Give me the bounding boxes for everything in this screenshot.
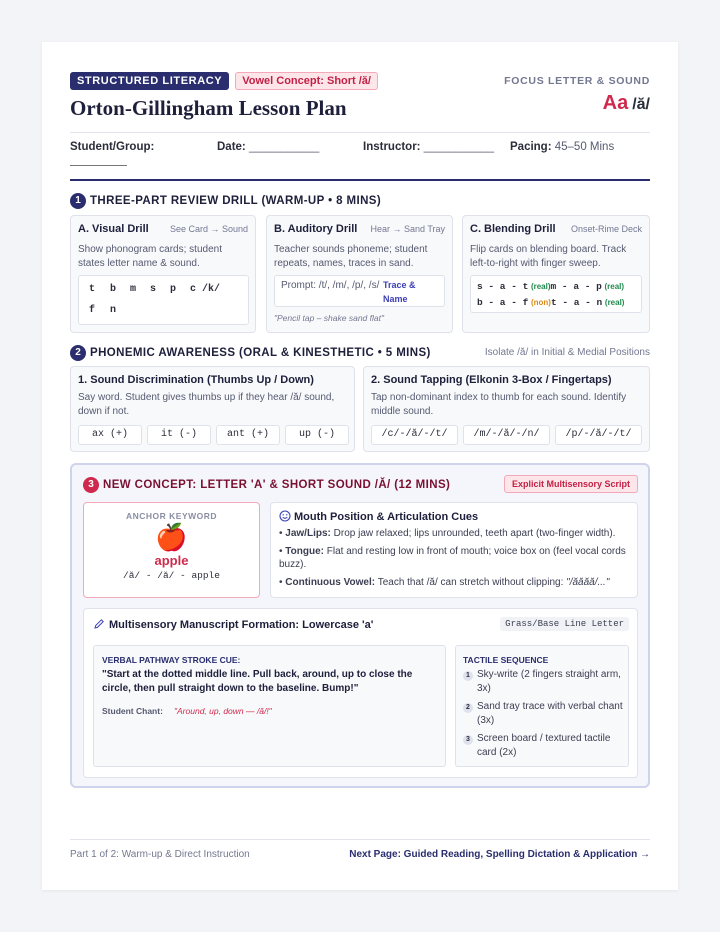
sound-tapping-card (363, 366, 650, 452)
next-page-link[interactable]: Next Page: Guided Reading, Spelling Dictation & Application → (349, 849, 650, 860)
section-2-header (70, 344, 650, 362)
section-2-number: 2 (70, 345, 86, 361)
focus-label: FOCUS LETTER & SOUND (504, 75, 650, 87)
section-3-header (83, 476, 450, 494)
student-blank-line (70, 165, 127, 166)
mouth-position-card (270, 502, 638, 598)
smile-icon (279, 510, 291, 522)
phonogram-card-box (78, 275, 249, 325)
blending-row (477, 297, 624, 308)
section-2-note: Isolate /ă/ in Initial & Medial Positions (484, 347, 650, 358)
cue-text: Flat and resting low in front of mouth; voice box on (feel vocal cords buzz). (279, 545, 626, 570)
auditory-drill-card (266, 215, 453, 333)
blending-drill-desc: Flip cards on blending board. Track left-to-right with finger sweep. (470, 244, 627, 269)
trace-and-name-label: Trace & Name (383, 280, 416, 304)
tactile-sequence-label: TACTILE SEQUENCE (463, 655, 549, 665)
visual-drill-subtitle: See Card → Sound (169, 224, 248, 234)
blend-tag-real: (real) (604, 298, 625, 307)
section-3-title: NEW CONCEPT: LETTER 'A' & SHORT SOUND /Ă/ (12 MINS) (103, 478, 451, 491)
blending-drill-card (462, 215, 650, 333)
formation-title: Multisensory Manuscript Formation: Lowercase 'a' (109, 619, 374, 631)
blend-word: t - a - n (550, 297, 603, 308)
phonogram-card[interactable]: n (110, 305, 117, 316)
lesson-plan-page (42, 42, 678, 890)
phonogram-card[interactable]: b (110, 284, 117, 295)
new-concept-section (70, 463, 650, 788)
discrimination-title: 1. Sound Discrimination (Thumbs Up / Down) (78, 374, 314, 386)
student-chant-label: Student Chant: (102, 706, 163, 716)
apple-icon: 🍎 (155, 522, 188, 552)
date-field[interactable] (217, 141, 319, 153)
tactile-step (463, 732, 623, 759)
discrimination-word[interactable]: it (-) (147, 425, 211, 445)
pencil-icon (93, 618, 105, 630)
cue-jaw-lips: • Jaw/Lips: Drop jaw relaxed; lips unrounded, teeth apart (two-finger width). (279, 528, 616, 539)
instructor-blank: ___________ (423, 141, 495, 153)
pacing-label: Pacing: (510, 141, 552, 153)
mouth-position-header (279, 510, 478, 523)
cue-label: Jaw/Lips: (285, 528, 331, 539)
cue-continuous-vowel: • Continuous Vowel: Teach that /ă/ can stretch without clipping: "/ăăăă/..." (279, 576, 610, 588)
step-text: Sky-write (2 fingers straight arm, 3x) (477, 669, 621, 694)
blend-word: b - a - f (477, 297, 529, 308)
anchor-word: apple (154, 553, 189, 568)
sound-discrimination-card (70, 366, 355, 452)
date-label: Date: (217, 141, 246, 153)
blending-drill-subtitle: Onset-Rime Deck (570, 224, 642, 234)
discrimination-desc: Say word. Student gives thumbs up if they hear /ă/ sound, down if not. (78, 392, 335, 417)
mouth-position-title: Mouth Position & Articulation Cues (294, 511, 479, 523)
step-text: Screen board / textured tactile card (2x) (477, 733, 611, 758)
step-number: 2 (463, 703, 473, 713)
cue-label: Tongue: (285, 545, 324, 557)
student-chant-text: "Around, up, down — /ă/!" (174, 706, 272, 716)
tapping-word[interactable]: /c/-/ă/-/t/ (371, 425, 458, 445)
blend-word: s - a - t (477, 281, 529, 292)
student-label: Student/Group: (70, 141, 155, 153)
anchor-sounds: /ă/ - /ă/ - apple (123, 570, 220, 581)
cue-quote: "/ăăăă/..." (566, 576, 610, 588)
anchor-keyword-label: ANCHOR KEYWORD (125, 511, 218, 521)
page-title: Orton-Gillingham Lesson Plan (70, 96, 347, 120)
instructor-label: Instructor: (363, 141, 421, 153)
discrimination-word[interactable]: ant (+) (216, 425, 280, 445)
student-field[interactable] (70, 141, 154, 153)
instructor-field[interactable] (363, 141, 494, 153)
cue-label: Continuous Vowel: (285, 576, 376, 588)
page-content (70, 72, 650, 860)
visual-drill-desc: Show phonogram cards; student states letter name & sound. (78, 244, 222, 269)
date-blank: ___________ (248, 141, 320, 153)
blending-board (470, 275, 642, 313)
explicit-script-badge: Explicit Multisensory Script (504, 475, 638, 493)
verbal-pathway-label: VERBAL PATHWAY STROKE CUE: (102, 655, 241, 665)
lesson-meta (70, 132, 650, 168)
verbal-pathway-box (93, 645, 446, 767)
blend-tag-non: (non) (530, 298, 551, 307)
phonogram-card[interactable]: c /k/ (190, 284, 221, 295)
manuscript-formation-card (83, 608, 638, 778)
phonogram-card[interactable]: s (150, 284, 157, 295)
cue-text: Teach that /ă/ can stretch without clipping: (375, 576, 567, 588)
tapping-word[interactable]: /m/-/ă/-/n/ (463, 425, 550, 445)
blend-tag-real: (real) (530, 282, 551, 291)
blend-tag-real: (real) (604, 282, 625, 291)
blending-drill-title: C. Blending Drill (470, 223, 556, 235)
focus-letter-block (504, 75, 650, 115)
section-1-title: THREE-PART REVIEW DRILL (WARM-UP • 8 MINS) (90, 194, 382, 207)
tactile-step (463, 668, 623, 695)
section-1-number: 1 (70, 193, 86, 209)
footer-part-label: Part 1 of 2: Warm-up & Direct Instruction (70, 849, 250, 860)
baseline-letter-tag: Grass/Base Line Letter (500, 617, 629, 631)
tapping-desc: Tap non-dominant index to thumb for each sound. Identify middle sound. (371, 392, 627, 417)
focus-letter: Aa (602, 92, 629, 114)
footer (70, 839, 650, 860)
cue-text: Drop jaw relaxed; lips unrounded, teeth apart (two-finger width). (330, 528, 616, 539)
vowel-concept-tag: Vowel Concept: Short /ă/ (235, 72, 378, 90)
section-2-title: PHONEMIC AWARENESS (ORAL & KINESTHETIC • 5 MINS) (90, 346, 431, 359)
header-rule (70, 179, 650, 181)
cue-tongue: • Tongue: Flat and resting low in front of mouth; voice box on (feel vocal cords buzz). (279, 545, 626, 570)
tactile-sequence-box (455, 645, 629, 767)
auditory-note: "Pencil tap – shake sand flat" (274, 313, 384, 323)
discrimination-word[interactable]: ax (+) (78, 425, 142, 445)
visual-drill-card (70, 215, 256, 333)
pacing-field (510, 141, 614, 153)
phonogram-card[interactable]: m (130, 284, 137, 295)
blending-row (477, 281, 624, 292)
step-number: 1 (463, 671, 473, 681)
auditory-drill-subtitle: Hear → Sand Tray (370, 224, 445, 234)
section-1-header (70, 192, 650, 210)
verbal-pathway-text: "Start at the dotted middle line. Pull back, around, up to close the circle, then pull straight down to the baseline. Bump!" (102, 669, 413, 694)
phonogram-card[interactable]: t (89, 284, 96, 295)
anchor-keyword-card (83, 502, 260, 598)
phonogram-card[interactable]: f (89, 305, 96, 316)
pacing-value: 45–50 Mins (554, 141, 615, 153)
focus-sound: /ă/ (632, 96, 650, 113)
header (70, 72, 650, 132)
step-text: Sand tray trace with verbal chant (3x) (477, 701, 623, 726)
articulation-cues (279, 527, 629, 589)
formation-header (93, 618, 373, 631)
section-3-number: 3 (83, 477, 99, 493)
auditory-prompt-box (274, 275, 445, 307)
visual-drill-title: A. Visual Drill (78, 223, 149, 235)
tapping-title: 2. Sound Tapping (Elkonin 3-Box / Fingertaps) (371, 374, 612, 386)
phonogram-card[interactable]: p (170, 284, 177, 295)
discrimination-word[interactable]: up (-) (285, 425, 349, 445)
auditory-drill-desc: Teacher sounds phoneme; student repeats, names, traces in sand. (274, 244, 428, 269)
focus-value (504, 92, 650, 115)
auditory-prompt: Prompt: /t/, /m/, /p/, /s/ (281, 280, 380, 291)
auditory-drill-title: B. Auditory Drill (274, 223, 358, 235)
tapping-word[interactable]: /p/-/ă/-/t/ (555, 425, 642, 445)
tactile-step (463, 700, 623, 727)
blend-word: m - a - p (550, 281, 602, 292)
structured-literacy-tag: STRUCTURED LITERACY (70, 72, 229, 90)
step-number: 3 (463, 735, 473, 745)
